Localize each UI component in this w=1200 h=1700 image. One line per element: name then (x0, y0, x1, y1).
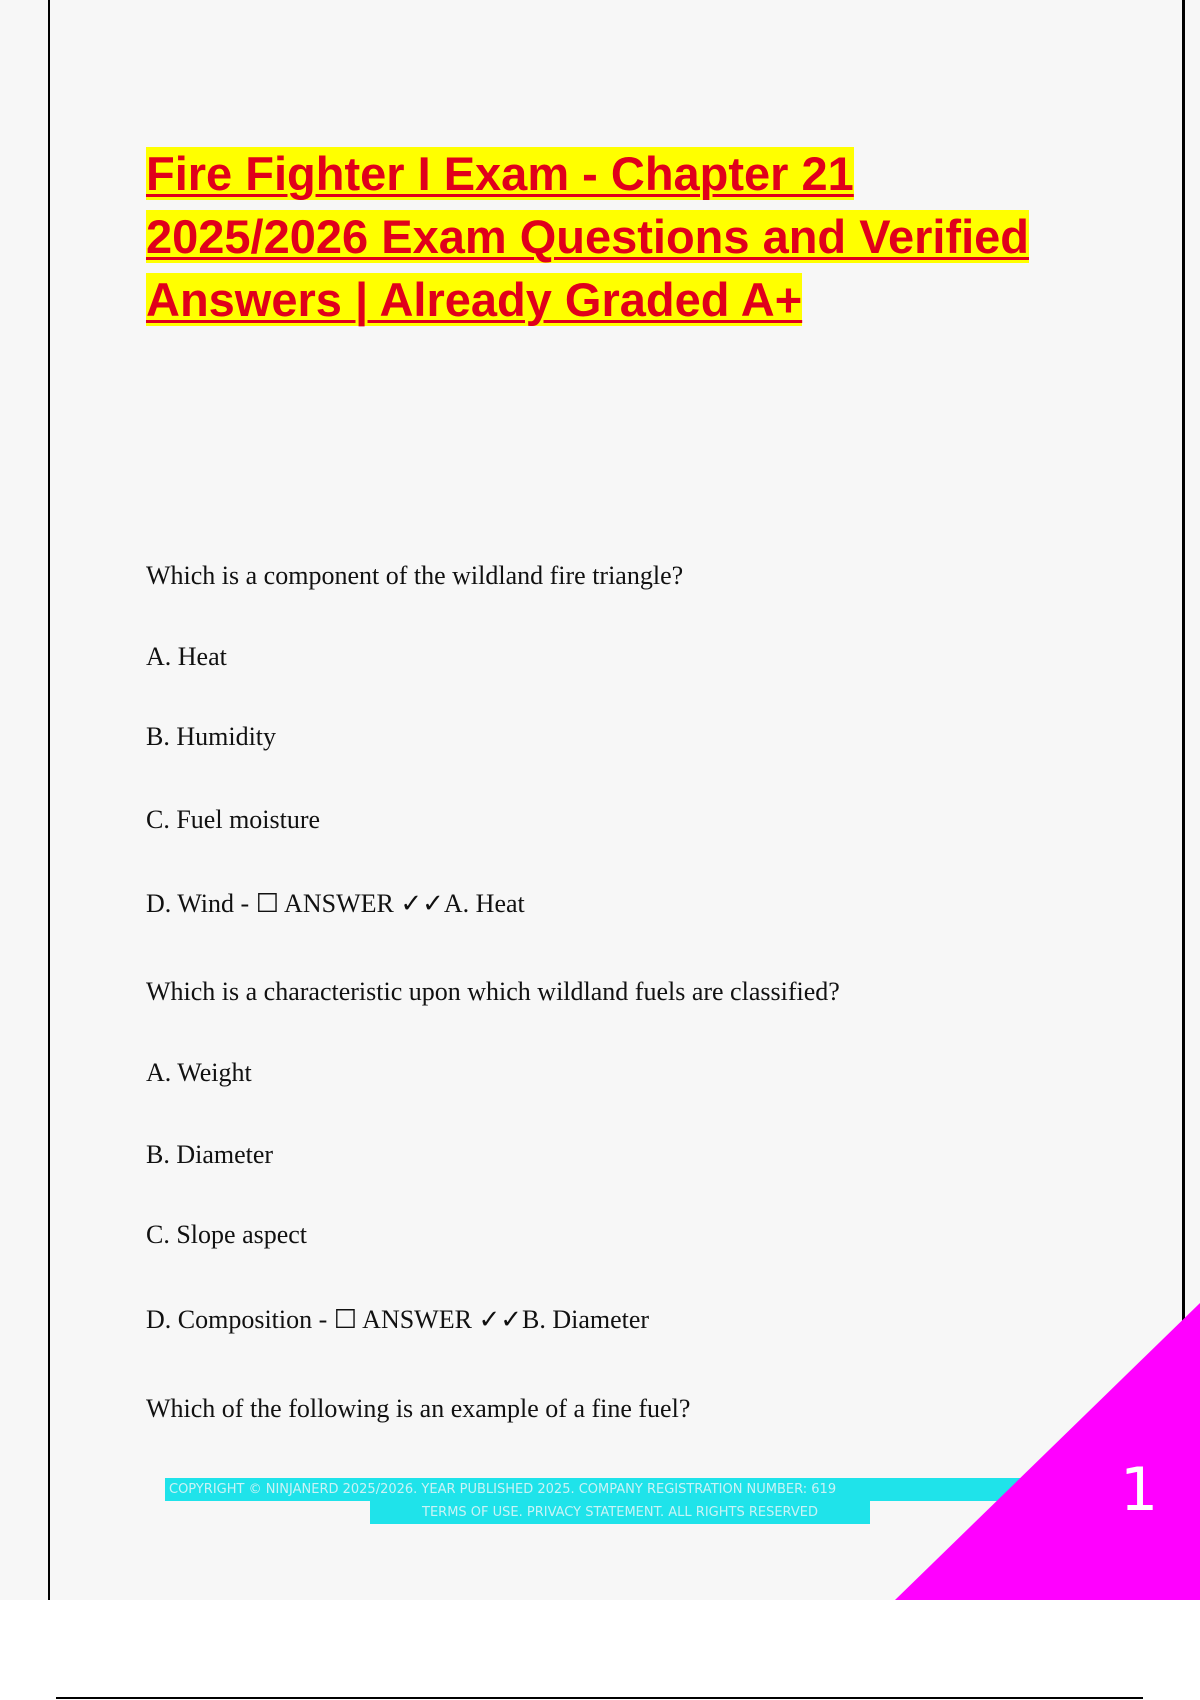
question-2-answer-line: D. Composition - ☐ ANSWER ✓✓B. Diameter (146, 1305, 650, 1334)
bottom-divider (56, 1697, 1143, 1699)
question-2-prompt: Which is a characteristic upon which wildland fuels are classified? (146, 977, 840, 1006)
question-2-option-c: C. Slope aspect (146, 1220, 308, 1249)
title-line-1: Fire Fighter I Exam - Chapter 21 (146, 147, 854, 200)
question-1-option-b: B. Humidity (146, 722, 277, 751)
question-2-option-b: B. Diameter (146, 1140, 274, 1169)
copyright-line-1: COPYRIGHT © NINJANERD 2025/2026. YEAR PUBLISHED 2025. COMPANY REGISTRATION NUMBER: 619 (165, 1478, 1035, 1501)
question-1-answer-line: D. Wind - ☐ ANSWER ✓✓A. Heat (146, 889, 525, 918)
page-number: 1 (1120, 1455, 1159, 1525)
title-line-2: 2025/2026 Exam Questions and Verified (146, 210, 1029, 263)
question-1-option-a: A. Heat (146, 642, 227, 671)
question-3-prompt: Which of the following is an example of a fine fuel? (146, 1394, 691, 1423)
title-line-3: Answers | Already Graded A+ (146, 273, 803, 326)
question-2-option-a: A. Weight (146, 1058, 252, 1087)
question-1-option-c: C. Fuel moisture (146, 805, 321, 834)
question-1-prompt: Which is a component of the wildland fire triangle? (146, 561, 684, 590)
copyright-line-2: TERMS OF USE. PRIVACY STATEMENT. ALL RIGHTS RESERVED (370, 1501, 870, 1524)
